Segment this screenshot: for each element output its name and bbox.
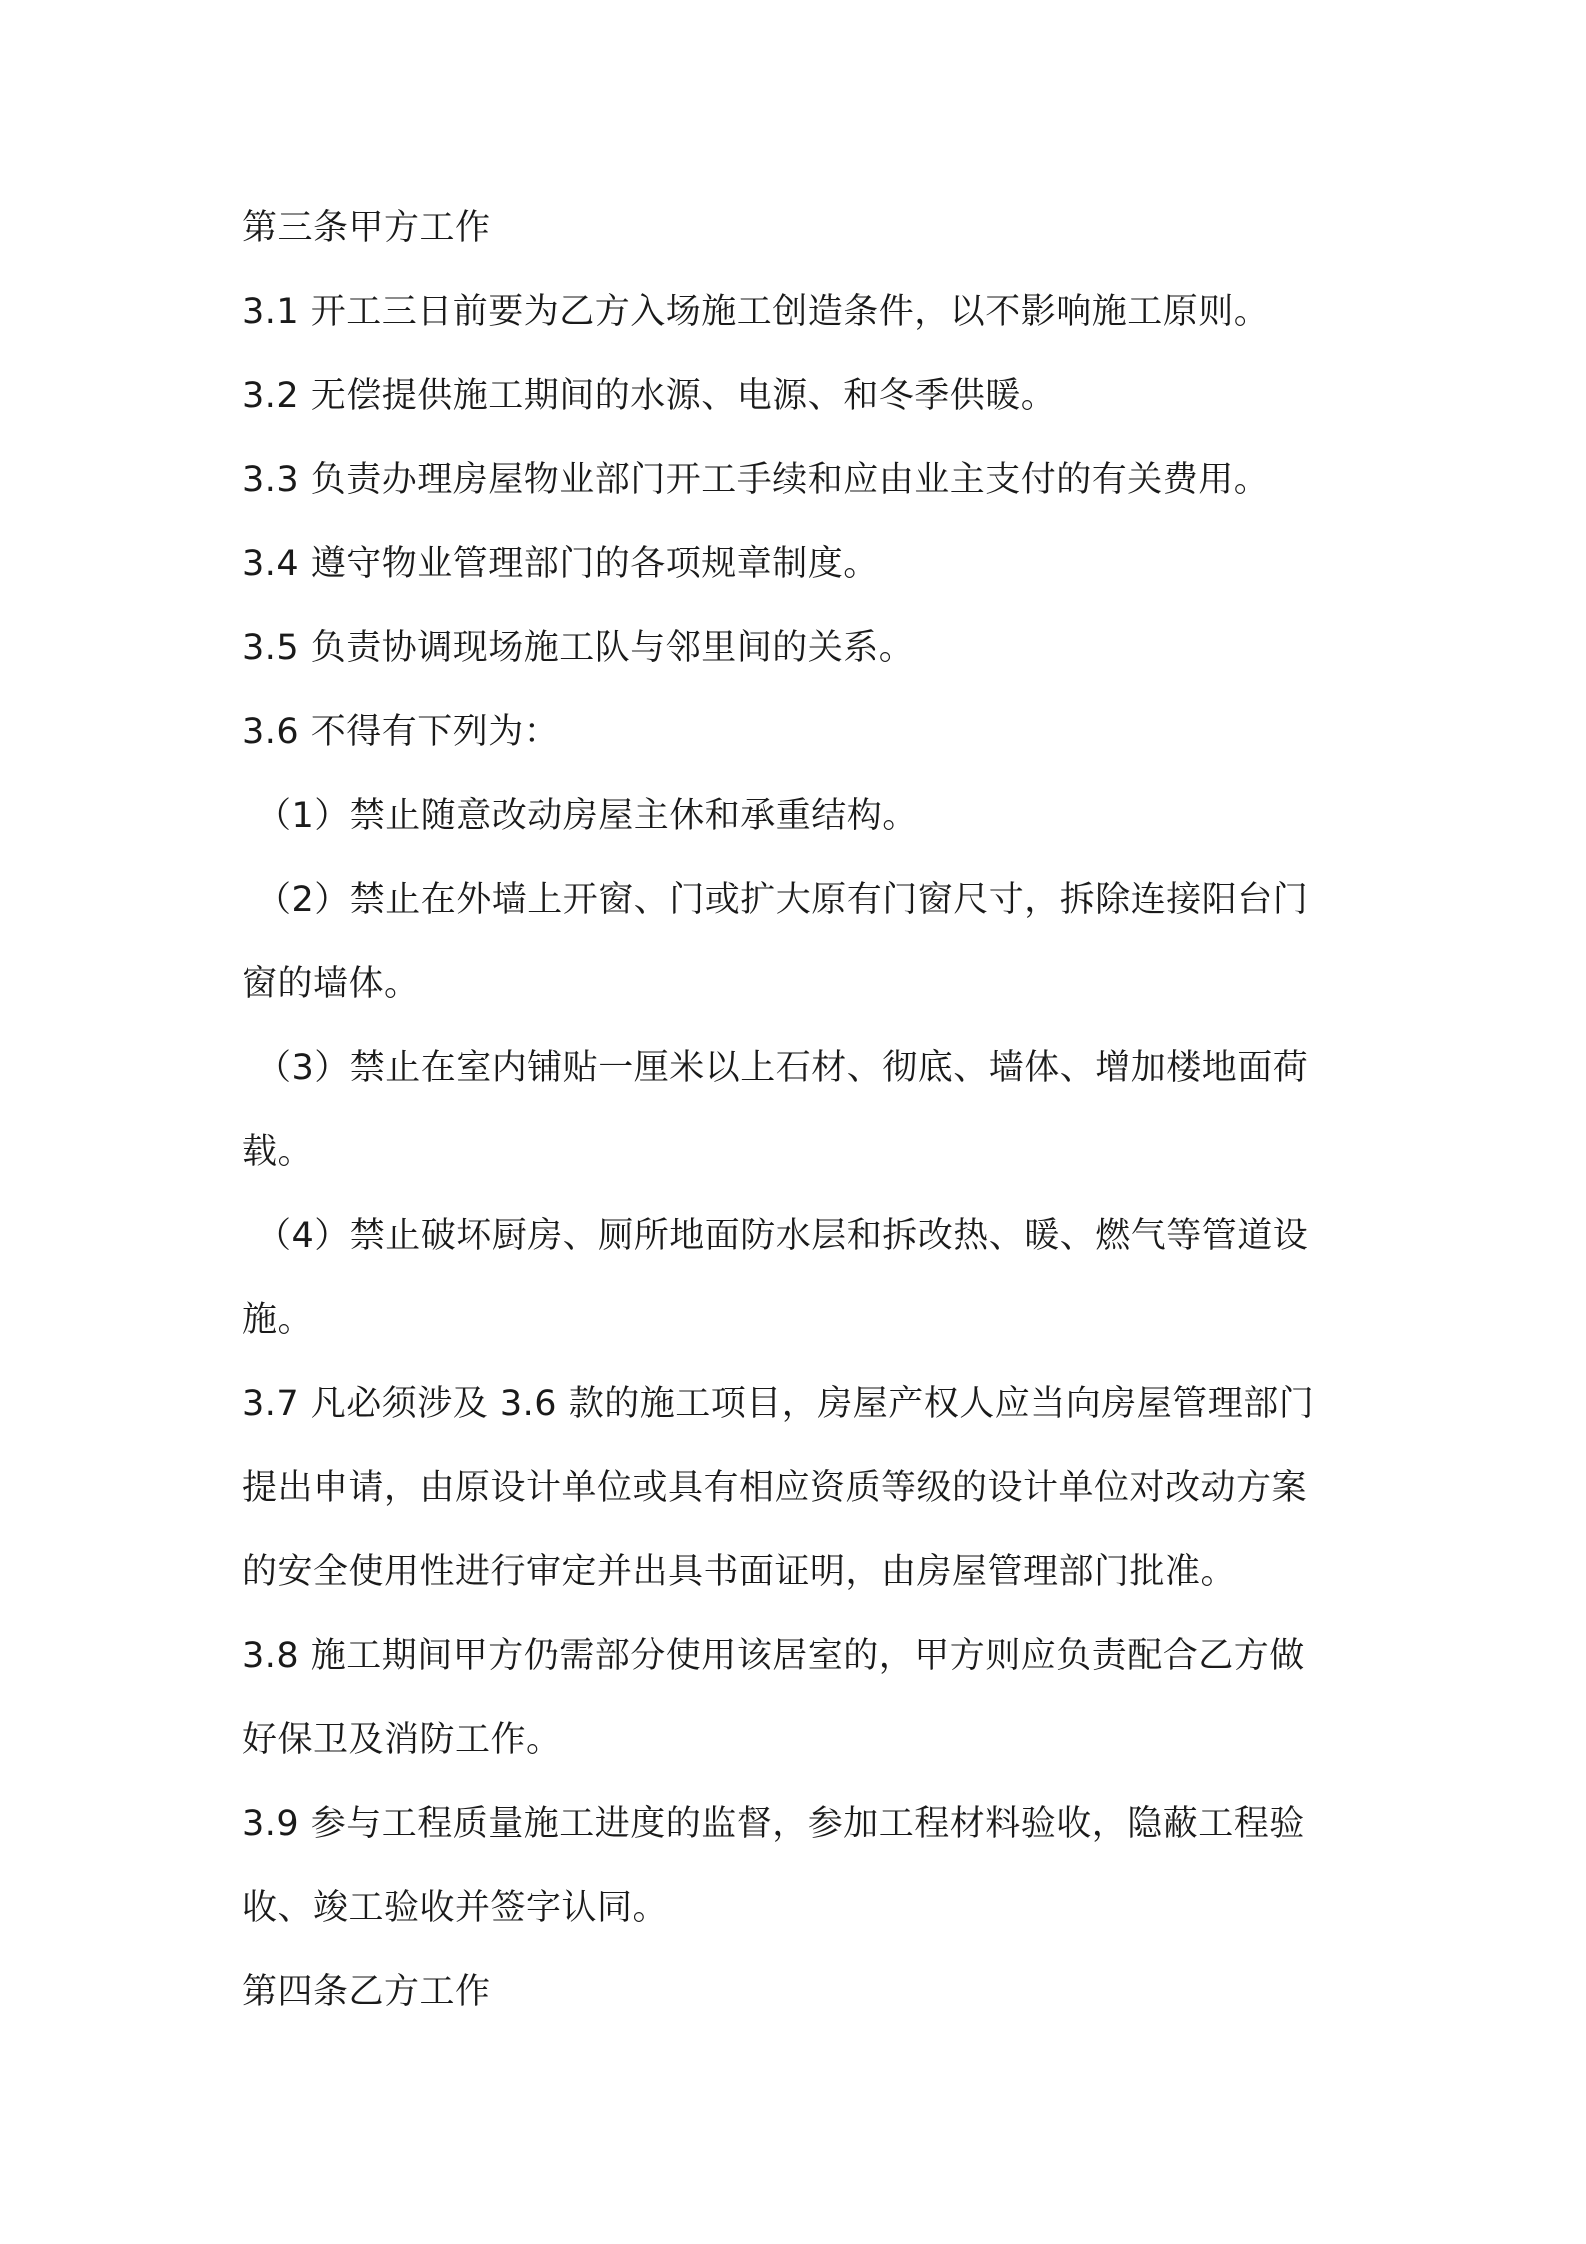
prohibition-2-line-1: （2）禁止在外墙上开窗、门或扩大原有门窗尺寸，拆除连接阳台门 xyxy=(256,880,1309,920)
clause-3-2: 3.2 无偿提供施工期间的水源、电源、和冬季供暖。 xyxy=(242,376,1057,416)
clause-3-7-line-3: 的安全使用性进行审定并出具书面证明，由房屋管理部门批准。 xyxy=(242,1552,1237,1592)
prohibition-4-line-2: 施。 xyxy=(242,1300,314,1340)
prohibition-3-line-1: （3）禁止在室内铺贴一厘米以上石材、彻底、墙体、增加楼地面荷 xyxy=(256,1048,1309,1088)
clause-3-7-line-1: 3.7 凡必须涉及 3.6 款的施工项目，房屋产权人应当向房屋管理部门 xyxy=(242,1384,1315,1424)
prohibition-4-line-1: （4）禁止破坏厨房、厕所地面防水层和拆改热、暖、燃气等管道设 xyxy=(256,1216,1309,1256)
prohibition-1: （1）禁止随意改动房屋主休和承重结构。 xyxy=(256,796,918,836)
prohibition-2-line-2: 窗的墙体。 xyxy=(242,964,420,1004)
prohibition-3-line-2: 载。 xyxy=(242,1132,314,1172)
clause-3-9-line-1: 3.9 参与工程质量施工进度的监督，参加工程材料验收，隐蔽工程验 xyxy=(242,1804,1305,1844)
clause-3-3: 3.3 负责办理房屋物业部门开工手续和应由业主支付的有关费用。 xyxy=(242,460,1270,500)
clause-3-4: 3.4 遵守物业管理部门的各项规章制度。 xyxy=(242,544,879,584)
clause-3-8-line-2: 好保卫及消防工作。 xyxy=(242,1720,562,1760)
clause-3-1: 3.1 开工三日前要为乙方入场施工创造条件，以不影响施工原则。 xyxy=(242,292,1270,332)
clause-3-5: 3.5 负责协调现场施工队与邻里间的关系。 xyxy=(242,628,915,668)
clause-3-8-line-1: 3.8 施工期间甲方仍需部分使用该居室的，甲方则应负责配合乙方做 xyxy=(242,1636,1305,1676)
clause-3-6: 3.6 不得有下列为： xyxy=(242,712,560,752)
clause-3-7-line-2: 提出申请，由原设计单位或具有相应资质等级的设计单位对改动方案 xyxy=(242,1468,1308,1508)
clause-3-9-line-2: 收、竣工验收并签字认同。 xyxy=(242,1888,669,1928)
section-heading-3: 第三条甲方工作 xyxy=(242,208,491,248)
section-heading-4: 第四条乙方工作 xyxy=(242,1972,491,2012)
